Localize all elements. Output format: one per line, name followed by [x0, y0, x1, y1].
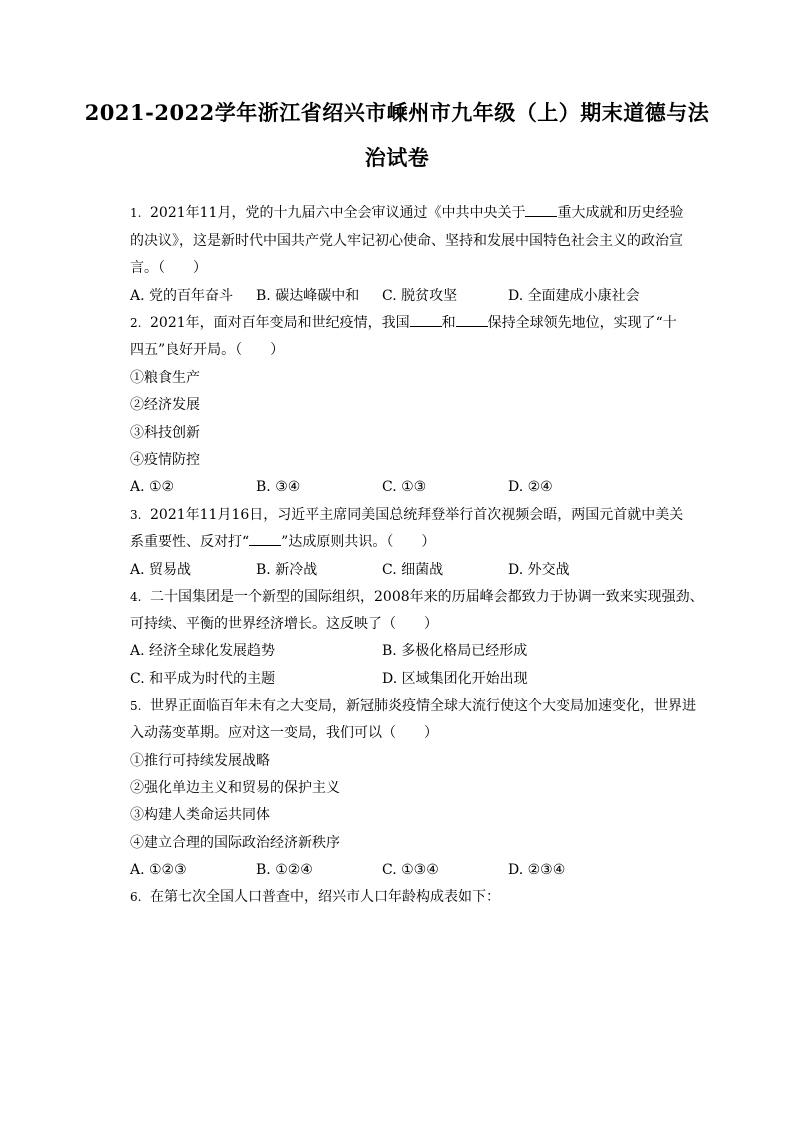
option-b: B. ③④	[256, 479, 301, 495]
option-d: D. ②③④	[508, 862, 566, 878]
question-2-item-4: ④疫情防控	[130, 452, 200, 468]
question-text: 2021年11月，党的十九届六中全会审议通过《中共中央关于	[150, 205, 526, 221]
option-d: D. 外交战	[508, 562, 570, 578]
question-text: 重大成就和历史经验	[557, 205, 684, 221]
page-title-line-2: 治试卷	[364, 145, 430, 170]
question-number: 4.	[130, 590, 142, 604]
option-c: C. ①③④	[382, 862, 439, 878]
question-number: 2.	[130, 316, 142, 330]
option-c: C. 脱贫攻坚	[382, 288, 458, 304]
question-text: 2021年，面对百年变局和世纪疫情，我国	[150, 315, 410, 331]
question-5-line-1	[130, 697, 696, 715]
question-number: 3.	[130, 508, 142, 522]
fill-blank	[456, 314, 488, 327]
question-number: 5.	[130, 699, 142, 713]
option-b: B. 多极化格局已经形成	[382, 643, 528, 659]
option-a: A. 贸易战	[130, 562, 192, 578]
option-a: A. ①②③	[130, 862, 187, 878]
question-text: 2021年11月16日，习近平主席同美国总统拜登举行首次视频会晤，两国元首就中美关	[150, 507, 684, 523]
question-4-line-2: 可持续、平衡的世界经济增长。这反映了（ ）	[130, 616, 438, 632]
question-5-item-1: ①推行可持续发展战略	[130, 753, 270, 769]
fill-blank	[410, 314, 442, 327]
question-5-item-3: ③构建人类命运共同体	[130, 807, 270, 823]
page-title-line-1: 2021-2022学年浙江省绍兴市嵊州市九年级（上）期末道德与法	[84, 100, 710, 125]
question-number: 1.	[130, 206, 142, 220]
question-6-line-1	[130, 888, 500, 906]
question-5-item-4: ④建立合理的国际政治经济新秩序	[130, 835, 340, 851]
option-a: A. 经济全球化发展趋势	[130, 643, 276, 659]
fill-blank	[525, 204, 557, 217]
option-c: C. 细菌战	[382, 562, 444, 578]
option-b: B. 新冷战	[256, 562, 318, 578]
question-text: 系重要性、反对打“	[130, 534, 250, 550]
option-d: D. 区域集团化开始出现	[382, 671, 528, 687]
option-c: C. 和平成为时代的主题	[130, 671, 276, 687]
question-number: 6.	[130, 890, 142, 904]
question-4-line-1	[130, 588, 704, 606]
question-1-line-3: 言。（ ）	[130, 260, 207, 276]
option-a: A. 党的百年奋斗	[130, 288, 234, 304]
question-text: 世界正面临百年未有之大变局，新冠肺炎疫情全球大流行使这个大变局加速变化，世界进	[150, 698, 696, 714]
question-5-line-2: 入动荡变革期。应对这一变局，我们可以（ ）	[130, 725, 438, 741]
option-c: C. ①③	[382, 479, 427, 495]
question-text: ”达成原则共识。（ ）	[281, 534, 436, 550]
option-b: B. 碳达峰碳中和	[256, 288, 360, 304]
question-text: 二十国集团是一个新型的国际组织，2008年来的历届峰会都致力于协调一致来实现强劲、	[150, 589, 704, 605]
question-3-line-1	[130, 506, 683, 524]
question-5-item-2: ②强化单边主义和贸易的保护主义	[130, 780, 340, 796]
question-2-line-2: 四五”良好开局。（ ）	[130, 342, 285, 358]
question-2-item-3: ③科技创新	[130, 425, 200, 441]
question-1-line-1	[130, 204, 683, 222]
question-text: 和	[441, 315, 456, 331]
option-d: D. 全面建成小康社会	[508, 288, 640, 304]
question-2-item-2: ②经济发展	[130, 397, 200, 413]
question-2-item-1: ①粮食生产	[130, 370, 200, 386]
option-a: A. ①②	[130, 479, 175, 495]
option-d: D. ②④	[508, 479, 553, 495]
question-3-line-2	[130, 533, 435, 551]
question-text: 保持全球领先地位，实现了“十	[487, 315, 677, 331]
fill-blank	[249, 533, 281, 546]
question-2-line-1	[130, 314, 677, 332]
option-b: B. ①②④	[256, 862, 313, 878]
question-1-line-2: 的决议》，这是新时代中国共产党人牢记初心使命、坚持和发展中国特色社会主义的政治宣	[130, 233, 683, 249]
question-text: 在第七次全国人口普查中，绍兴市人口年龄构成表如下：	[150, 889, 500, 905]
